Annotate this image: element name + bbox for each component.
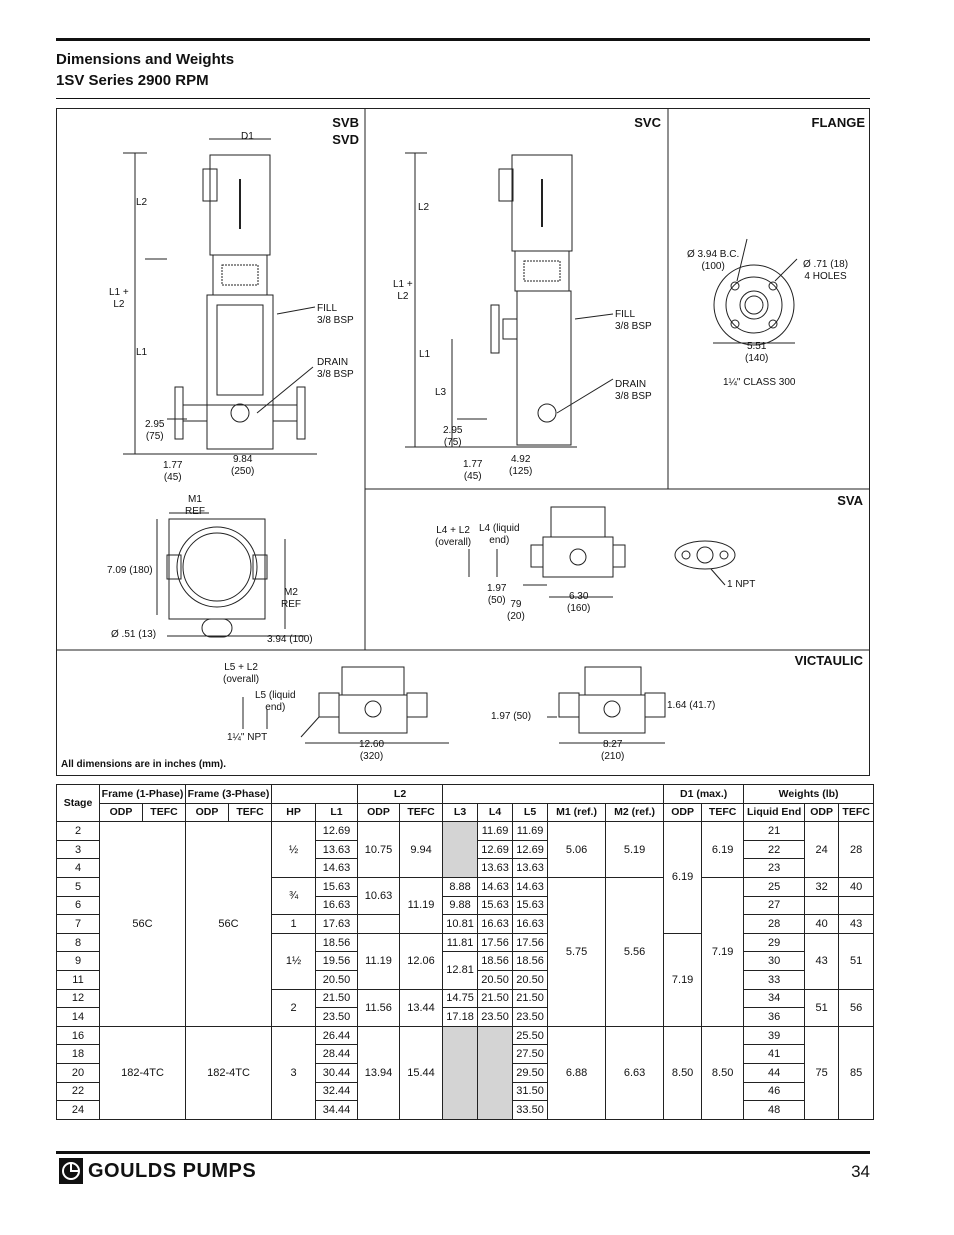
th-hp: HP [272,803,316,822]
cell-stage: 5 [57,877,100,896]
svb-drain [317,357,354,381]
dimension-drawings [56,108,870,776]
cell-l3: 8.88 [443,877,478,896]
cell-l2-tefc: 11.19 [400,877,443,933]
cell-l5: 27.50 [513,1045,548,1064]
svc-pump-drawing [405,153,613,447]
cell-m2: 5.56 [606,877,664,1026]
cell-l4: 18.56 [478,952,513,971]
cell-l5: 31.50 [513,1082,548,1101]
flange-class: 1¼" CLASS 300 [723,377,796,388]
flange-holes-a: Ø .71 (18) [803,259,849,270]
th-l2: L2 [358,785,443,804]
cell-l3: 12.81 [443,952,478,989]
vic-npt: 1¼" NPT [227,732,268,743]
cell-l5: 33.50 [513,1101,548,1120]
cell-l2-tefc: 9.94 [400,822,443,878]
cell-l2-odp: 10.75 [358,822,400,878]
svc-drain-a: DRAIN [615,379,647,390]
th-l5: L5 [513,803,548,822]
vic-d1260-b: (320) [359,751,384,762]
svc-drain [615,379,652,403]
th-m2: M2 (ref.) [606,803,664,822]
cell-d1-odp: 6.19 [664,822,702,934]
cell-l1: 18.56 [316,933,358,952]
base-m2-a: M2 [284,587,298,598]
base-m2-b: REF [281,599,301,610]
svb-d177-a: 1.77 [163,460,183,471]
th-blank-2 [443,785,664,804]
sva-d197-b: (50) [487,595,506,606]
cell-w-odp: 75 [805,1026,839,1119]
flange-holes-b: 4 HOLES [804,271,847,282]
vic-d1260 [359,739,384,763]
header-row-1 [57,785,874,804]
cell-l5: 16.63 [513,915,548,934]
cell-w-odp: 24 [805,822,839,878]
cell-l1: 15.63 [316,877,358,896]
th-w-tefc: TEFC [839,803,874,822]
cell-l1: 23.50 [316,1008,358,1027]
cell-l3: 9.88 [443,896,478,915]
header-row-2 [57,803,874,822]
svb-d295-a: 2.95 [145,419,165,430]
vic-l5-a: L5 (liquid [255,690,296,701]
table-row [57,1026,874,1045]
cell-l1: 16.63 [316,896,358,915]
cell-m1: 5.06 [548,822,606,878]
cell-hp: ½ [272,822,316,878]
vic-d827 [601,739,624,763]
goulds-emblem-icon [58,1157,84,1185]
cell-frame3: 182-4TC [186,1026,272,1119]
cell-stage: 12 [57,989,100,1008]
sva-d79-b: (20) [507,611,525,622]
svc-d177 [463,459,482,483]
cell-stage: 6 [57,896,100,915]
cell-l2-odp: 11.19 [358,933,400,989]
cell-l3: 11.81 [443,933,478,952]
cell-l4: 13.63 [478,859,513,878]
sva-d197-a: 1.97 [487,583,507,594]
th-frame1: Frame (1-Phase) [100,785,186,804]
sva-l4-a: L4 (liquid [479,523,520,534]
cell-l5: 23.50 [513,1008,548,1027]
cell-l1: 13.63 [316,840,358,859]
cell-w-odp: 40 [805,915,839,934]
cell-w-tefc: 85 [839,1026,874,1119]
svb-fill [317,303,354,327]
cell-frame3: 56C [186,822,272,1027]
cell-l5: 18.56 [513,952,548,971]
cell-l4: 16.63 [478,915,513,934]
flange-bc-b: (100) [701,261,725,272]
cell-liquid-end: 46 [744,1082,805,1101]
cell-l4: 23.50 [478,1008,513,1027]
th-f1-tefc: TEFC [143,803,186,822]
th-w-odp: ODP [805,803,839,822]
cell-w-tefc: 40 [839,877,874,896]
cell-l4: 21.50 [478,989,513,1008]
title-line-1: Dimensions and Weights [56,51,235,68]
th-liquid-end: Liquid End [744,803,805,822]
th-l3: L3 [443,803,478,822]
title-line-2: 1SV Series 2900 RPM [56,72,209,89]
svb-d295-b: (75) [145,431,164,442]
th-l4: L4 [478,803,513,822]
cell-m1: 5.75 [548,877,606,1026]
dimensions-table [56,784,874,1120]
svb-d177-b: (45) [163,472,182,483]
cell-liquid-end: 28 [744,915,805,934]
svb-l1l2 [109,287,129,311]
cell-l2-odp: 11.56 [358,989,400,1026]
cell-w-tefc: 51 [839,933,874,989]
top-rule [56,38,870,41]
flange-bc [687,249,739,273]
cell-l2-tefc: 13.44 [400,989,443,1026]
cell-l5: 14.63 [513,877,548,896]
base-d51: Ø .51 (13) [111,629,157,640]
base-plan-drawing [157,513,305,637]
svc-fill-b: 3/8 BSP [615,321,652,332]
cell-hp: 3 [272,1026,316,1119]
th-f3-odp: ODP [186,803,229,822]
vic-d197: 1.97 (50) [491,711,532,722]
cell-l2-tefc: 12.06 [400,933,443,989]
base-d709: 7.09 (180) [107,565,153,576]
svc-d492 [509,454,532,478]
sva-l4l2-a: L4 + L2 [436,525,470,536]
th-m1: M1 (ref.) [548,803,606,822]
flange-d551-a: 5.51 [746,341,767,352]
cell-d1-odp: 7.19 [664,933,702,1026]
cell-stage: 22 [57,1082,100,1101]
svc-fill-a: FILL [615,309,636,320]
cell-w-odp: 43 [805,933,839,989]
cell-liquid-end: 33 [744,970,805,989]
svc-d295 [443,425,462,449]
vic-d827-b: (210) [601,751,625,762]
sva-d630 [567,591,590,615]
vic-d164: 1.64 (41.7) [667,700,716,711]
svc-d295-a: 2.95 [443,425,463,436]
cell-liquid-end: 34 [744,989,805,1008]
sva-l4l2 [435,525,471,549]
th-stage: Stage [57,785,100,822]
flange-d551-b: (140) [745,353,769,364]
svb-l1: L1 [136,347,148,358]
sva-d630-b: (160) [567,603,591,614]
cell-l1: 34.44 [316,1101,358,1120]
th-l1: L1 [316,803,358,822]
svb-pump-drawing [123,139,317,454]
cell-hp: 1 [272,915,316,934]
cell-l5: 17.56 [513,933,548,952]
cell-l3: 14.75 [443,989,478,1008]
cell-liquid-end: 29 [744,933,805,952]
cell-l5: 29.50 [513,1063,548,1082]
drawings-svg [57,109,869,775]
cell-l1: 21.50 [316,989,358,1008]
cell-liquid-end: 30 [744,952,805,971]
svc-l2: L2 [418,202,430,213]
cell-liquid-end: 23 [744,859,805,878]
title-underline [56,98,870,99]
svb-l2: L2 [136,197,148,208]
cell-liquid-end: 21 [744,822,805,841]
svb-label: SVB [332,115,359,130]
cell-l5: 13.63 [513,859,548,878]
page-title [56,49,234,91]
sva-l4l2-b: (overall) [435,537,472,548]
page-number: 34 [851,1162,870,1181]
cell-w-tefc: 56 [839,989,874,1026]
sva-l4 [479,523,520,547]
cell-stage: 16 [57,1026,100,1045]
cell-d1-tefc: 6.19 [702,822,744,878]
vic-l5l2-a: L5 + L2 [224,662,258,673]
cell-hp: ¾ [272,877,316,914]
vic-l5l2 [223,662,259,686]
cell-stage: 8 [57,933,100,952]
svb-d984-a: 9.84 [232,454,253,465]
cell-l3: 17.18 [443,1008,478,1027]
cell-w-odp-empty [805,896,839,915]
th-frame3: Frame (3-Phase) [186,785,272,804]
cell-liquid-end: 39 [744,1026,805,1045]
sva-d79 [507,599,525,623]
svc-d177-a: 1.77 [463,459,483,470]
vic-d1260-a: 12.60 [359,739,385,750]
sva-l4-b: end) [489,535,510,546]
th-f1-odp: ODP [100,803,143,822]
base-m1 [185,494,205,518]
cell-l1: 30.44 [316,1063,358,1082]
cell-l1: 28.44 [316,1045,358,1064]
cell-stage: 2 [57,822,100,841]
svb-fill-b: 3/8 BSP [317,315,354,326]
cell-l5: 21.50 [513,989,548,1008]
cell-l5: 25.50 [513,1026,548,1045]
flange-holes [803,259,848,283]
svb-d295 [145,419,164,443]
cell-w-tefc: 28 [839,822,874,878]
svb-fill-a: FILL [317,303,338,314]
cell-liquid-end: 22 [744,840,805,859]
cell-l5: 11.69 [513,822,548,841]
cell-liquid-end: 27 [744,896,805,915]
flange-bc-a: Ø 3.94 B.C. [687,249,740,260]
th-blank-1 [272,785,358,804]
sva-title: SVA [837,493,863,508]
base-m1-a: M1 [188,494,202,505]
base-m2 [281,587,301,611]
svc-l1l2-a: L1 + [393,279,413,290]
cell-l4: 14.63 [478,877,513,896]
cell-w-odp: 51 [805,989,839,1026]
th-d1-tefc: TEFC [702,803,744,822]
cell-liquid-end: 36 [744,1008,805,1027]
vic-l5l2-b: (overall) [223,674,260,685]
cell-l4: 17.56 [478,933,513,952]
cell-d1-tefc: 7.19 [702,877,744,1026]
cell-liquid-end: 41 [744,1045,805,1064]
svc-d492-a: 4.92 [510,454,531,465]
sva-drawing [469,507,735,597]
cell-stage: 14 [57,1008,100,1027]
brand-name: GOULDS PUMPS [88,1159,257,1182]
table-row [57,822,874,841]
svc-l3: L3 [435,387,447,398]
vic-l5 [255,690,296,714]
cell-l2-tefc: 15.44 [400,1026,443,1119]
vic-l5-b: end) [265,702,286,713]
cell-stage: 24 [57,1101,100,1120]
cell-l2-odp: 13.94 [358,1026,400,1119]
cell-l3-empty [443,822,478,878]
svc-title: SVC [634,115,661,130]
sva-d197 [487,583,506,607]
cell-l1: 32.44 [316,1082,358,1101]
sva-d79-a: 79 [510,599,522,610]
units-note: All dimensions are in inches (mm). [61,759,227,770]
cell-l1: 19.56 [316,952,358,971]
cell-l5: 20.50 [513,970,548,989]
cell-stage: 4 [57,859,100,878]
sva-npt: 1 NPT [727,579,756,590]
th-d1: D1 (max.) [664,785,744,804]
svb-drain-b: 3/8 BSP [317,369,354,380]
cell-l4: 15.63 [478,896,513,915]
base-d394: 3.94 (100) [267,634,313,645]
cell-m2: 6.63 [606,1026,664,1119]
cell-m2: 5.19 [606,822,664,878]
svc-l1l2-b: L2 [397,291,409,302]
cell-stage: 7 [57,915,100,934]
cell-l1: 12.69 [316,822,358,841]
svb-d177 [163,460,182,484]
cell-hp: 1½ [272,933,316,989]
cell-l1: 26.44 [316,1026,358,1045]
cell-l5: 15.63 [513,896,548,915]
cell-l2-odp-empty [358,915,400,934]
svb-d1: D1 [241,131,254,142]
base-m1-b: REF [185,506,205,517]
cell-liquid-end: 48 [744,1101,805,1120]
svb-l1l2-a: L1 + [109,287,129,298]
svd-label: SVD [332,132,359,147]
th-l2-odp: ODP [358,803,400,822]
cell-l4: 11.69 [478,822,513,841]
svc-d177-b: (45) [463,471,482,482]
cell-l2-odp: 10.63 [358,877,400,914]
svc-fill [615,309,652,333]
svc-d492-b: (125) [509,466,533,477]
svb-d984 [231,454,254,478]
cell-hp: 2 [272,989,316,1026]
cell-frame1: 182-4TC [100,1026,186,1119]
cell-d1-odp: 8.50 [664,1026,702,1119]
svb-drain-a: DRAIN [317,357,349,368]
victaulic-title: VICTAULIC [794,653,863,668]
cell-w-odp: 32 [805,877,839,896]
th-l2-tefc: TEFC [400,803,443,822]
cell-stage: 18 [57,1045,100,1064]
cell-l1: 17.63 [316,915,358,934]
cell-l5: 12.69 [513,840,548,859]
svc-drain-b: 3/8 BSP [615,391,652,402]
cell-stage: 11 [57,970,100,989]
cell-stage: 3 [57,840,100,859]
goulds-logo [58,1156,256,1186]
footer-rule [56,1151,870,1154]
cell-l3: 10.81 [443,915,478,934]
th-d1-odp: ODP [664,803,702,822]
th-f3-tefc: TEFC [229,803,272,822]
cell-l4-empty [478,1026,513,1119]
cell-liquid-end: 44 [744,1063,805,1082]
svc-l1: L1 [419,349,431,360]
cell-w-tefc: 43 [839,915,874,934]
cell-stage: 20 [57,1063,100,1082]
cell-frame1: 56C [100,822,186,1027]
vic-d827-a: 8.27 [602,739,623,750]
cell-stage: 9 [57,952,100,971]
svc-l1l2 [393,279,413,303]
th-weights: Weights (lb) [744,785,874,804]
flange-title: FLANGE [811,115,865,130]
svb-d984-b: (250) [231,466,255,477]
cell-l4: 20.50 [478,970,513,989]
cell-l3-empty [443,1026,478,1119]
victaulic-right-drawing [547,667,665,743]
svc-d295-b: (75) [443,437,462,448]
cell-l1: 14.63 [316,859,358,878]
sva-d630-a: 6.30 [568,591,589,602]
cell-l4: 12.69 [478,840,513,859]
cell-l1: 20.50 [316,970,358,989]
flange-d551 [745,341,768,365]
cell-d1-tefc: 8.50 [702,1026,744,1119]
cell-w-tefc-empty [839,896,874,915]
cell-m1: 6.88 [548,1026,606,1119]
cell-liquid-end: 25 [744,877,805,896]
svb-l1l2-b: L2 [113,299,125,310]
svb-title [332,114,359,148]
